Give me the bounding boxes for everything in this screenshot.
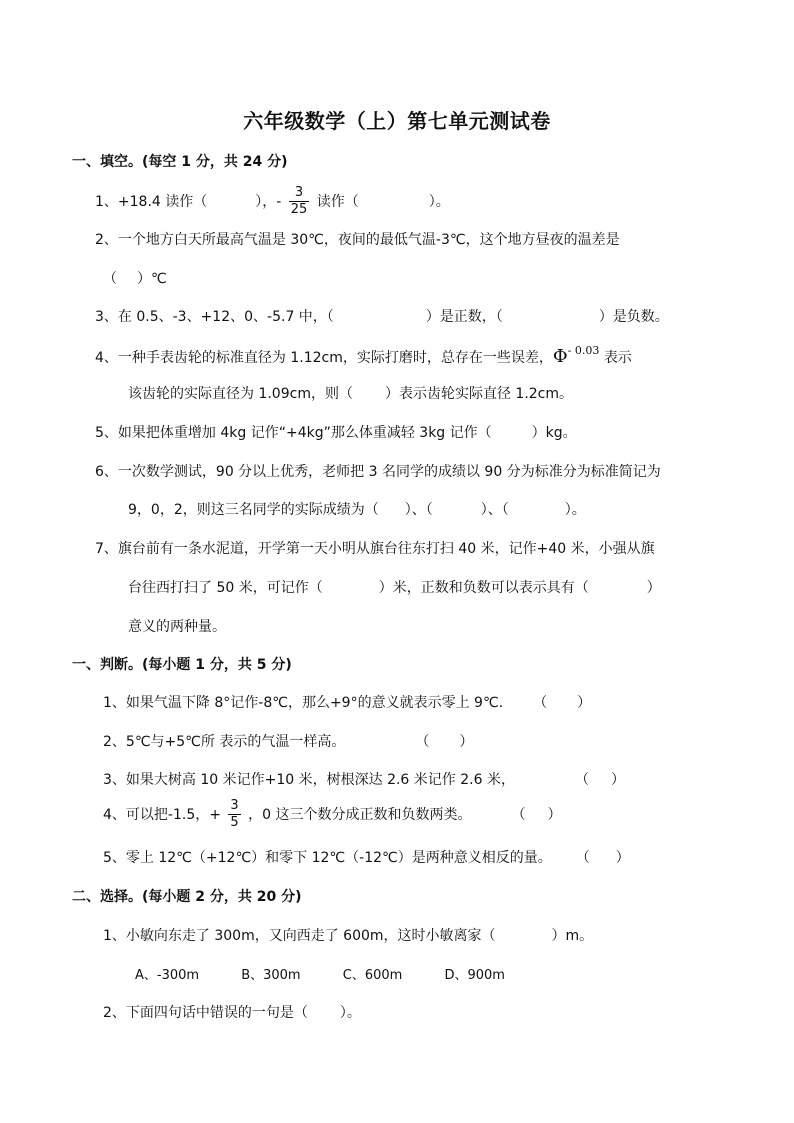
question-4-line-2 [128,383,573,403]
judge-5 [103,847,630,867]
option-a[interactable]: A、-300m [135,968,200,983]
fraction-3-25 [289,186,310,218]
q6-text-c: ）、（ [480,502,509,518]
j1-close-paren: ） [577,695,592,711]
q1-text-c: 读作（ [316,193,359,210]
fraction-numerator: 3 [230,798,239,813]
q6-text-b: ）、（ [404,502,433,518]
j4-text-b: ，0 这三个数分成正数和负数两类。 [248,806,472,823]
question-3 [95,306,669,326]
q7-text-b: ）米，正数和负数可以表示具有（ [378,580,589,596]
q3-text-a: 3、在 0.5、-3、+12、0、-5.7 中，（ [95,309,334,325]
q4-line2-text-b: ）表示齿轮实际直径 1.2cm。 [384,386,574,402]
fraction-numerator: 3 [294,185,304,200]
question-7-line-2 [128,577,661,597]
q7-text-a: 台往西打扫了 50 米，可记作（ [128,580,323,596]
q1-text-d: ）。 [428,193,450,210]
question-2-line-1: 2、一个地方白天所最高气温是 30℃，夜间的最低气温-3℃，这个地方昼夜的温差是 [95,232,620,248]
fraction-denominator: 5 [230,815,239,831]
j2-open-paren: （ [415,734,430,750]
fraction-3-5 [228,799,240,831]
choice-2 [103,1002,361,1022]
j3-open-paren: （ [574,772,589,788]
option-c[interactable]: C、600m [342,968,403,983]
q6-text-d: ）。 [564,502,586,518]
j4-text-a: 4、可以把-1.5，+ [103,806,221,823]
page-title: 六年级数学（上）第七单元测试卷 [243,109,551,133]
question-2-line-2 [103,268,167,288]
j3-close-paren: ） [610,772,625,788]
j5-open-paren: （ [575,850,590,866]
q1-text-a: 1、+18.4 读作（ [95,193,208,210]
j1-open-paren: （ [533,695,548,711]
q5-text-a: 5、如果把体重增加 4kg 记作“+4kg”那么体重减轻 3kg 记作（ [95,425,492,441]
j4-open-paren: （ [511,806,526,823]
q2-close-paren: ）℃ [137,271,167,287]
option-b[interactable]: B、300m [241,968,301,983]
judge-2 [103,731,473,751]
section-fill-heading: 一、填空。(每空 1 分，共 24 分) [72,154,288,170]
q1-text-b: ），- [255,193,282,210]
question-4-line-1 [95,344,632,367]
q4-text-a: 4、一种手表齿轮的标准直径为 1.12cm，实际打磨时，总存在一些误差， [95,350,553,366]
j2-close-paren: ） [459,734,474,750]
choice-1 [103,925,593,945]
q5-text-b: ）kg。 [531,425,577,441]
q7-text-c: ） [646,580,661,596]
question-7-line-1: 7、旗台前有一条水泥道，开学第一天小明从旗台往东打扫 40 米，记作+40 米，小强从旗 [95,541,655,557]
question-6-line-1: 6、一次数学测试，90 分以上优秀，老师把 3 名同学的成绩以 90 分为标准分为标准简记为 [95,464,661,480]
question-7-line-3: 意义的两种量。 [128,619,226,635]
q4-text-b: 表示 [603,350,632,366]
judge-4 [103,799,562,831]
phi-superscript: - 0.03 [567,344,600,357]
phi-symbol: Φ [552,346,568,367]
section-judge-heading: 一、判断。(每小题 1 分，共 5 分) [72,657,292,673]
q4-line2-text-a: 该齿轮的实际直径为 1.09cm，则（ [128,386,353,402]
j2-text: 2、5℃与+5℃所 表示的气温一样高。 [103,734,346,750]
q6-text-a: 9，0，2，则这三名同学的实际成绩为（ [128,502,379,518]
option-d[interactable]: D、900m [444,968,505,983]
judge-3 [103,769,625,789]
question-1 [95,186,450,218]
j5-text: 5、零上 12℃（+12℃）和零下 12℃（-12℃）是两种意义相反的量。 [103,850,552,866]
judge-1 [103,692,591,712]
j3-text: 3、如果大树高 10 米记作+10 米，树根深达 2.6 米记作 2.6 米， [103,772,515,788]
j4-close-paren: ） [547,806,562,823]
j5-close-paren: ） [615,850,630,866]
q3-text-c: ）是负数。 [598,309,669,325]
question-5 [95,422,577,442]
question-6-line-2 [128,499,586,519]
fraction-denominator: 25 [290,202,308,218]
j1-text: 1、如果气温下降 8°记作-8℃，那么+9°的意义就表示零上 9℃. [103,695,504,711]
q3-text-b: ）是正数，（ [425,309,503,325]
c1-text-b: ）m。 [551,928,594,944]
c2-text-a: 2、下面四句话中错误的一句是（ [103,1005,308,1021]
c1-text-a: 1、小敏向东走了 300m，又向西走了 600m，这时小敏离家（ [103,928,496,944]
q2-open-paren: （ [103,271,117,287]
section-choice-heading: 二、选择。(每小题 2 分，共 20 分) [72,889,302,905]
c2-text-b: ）。 [339,1005,361,1021]
choice-1-options [135,964,543,983]
